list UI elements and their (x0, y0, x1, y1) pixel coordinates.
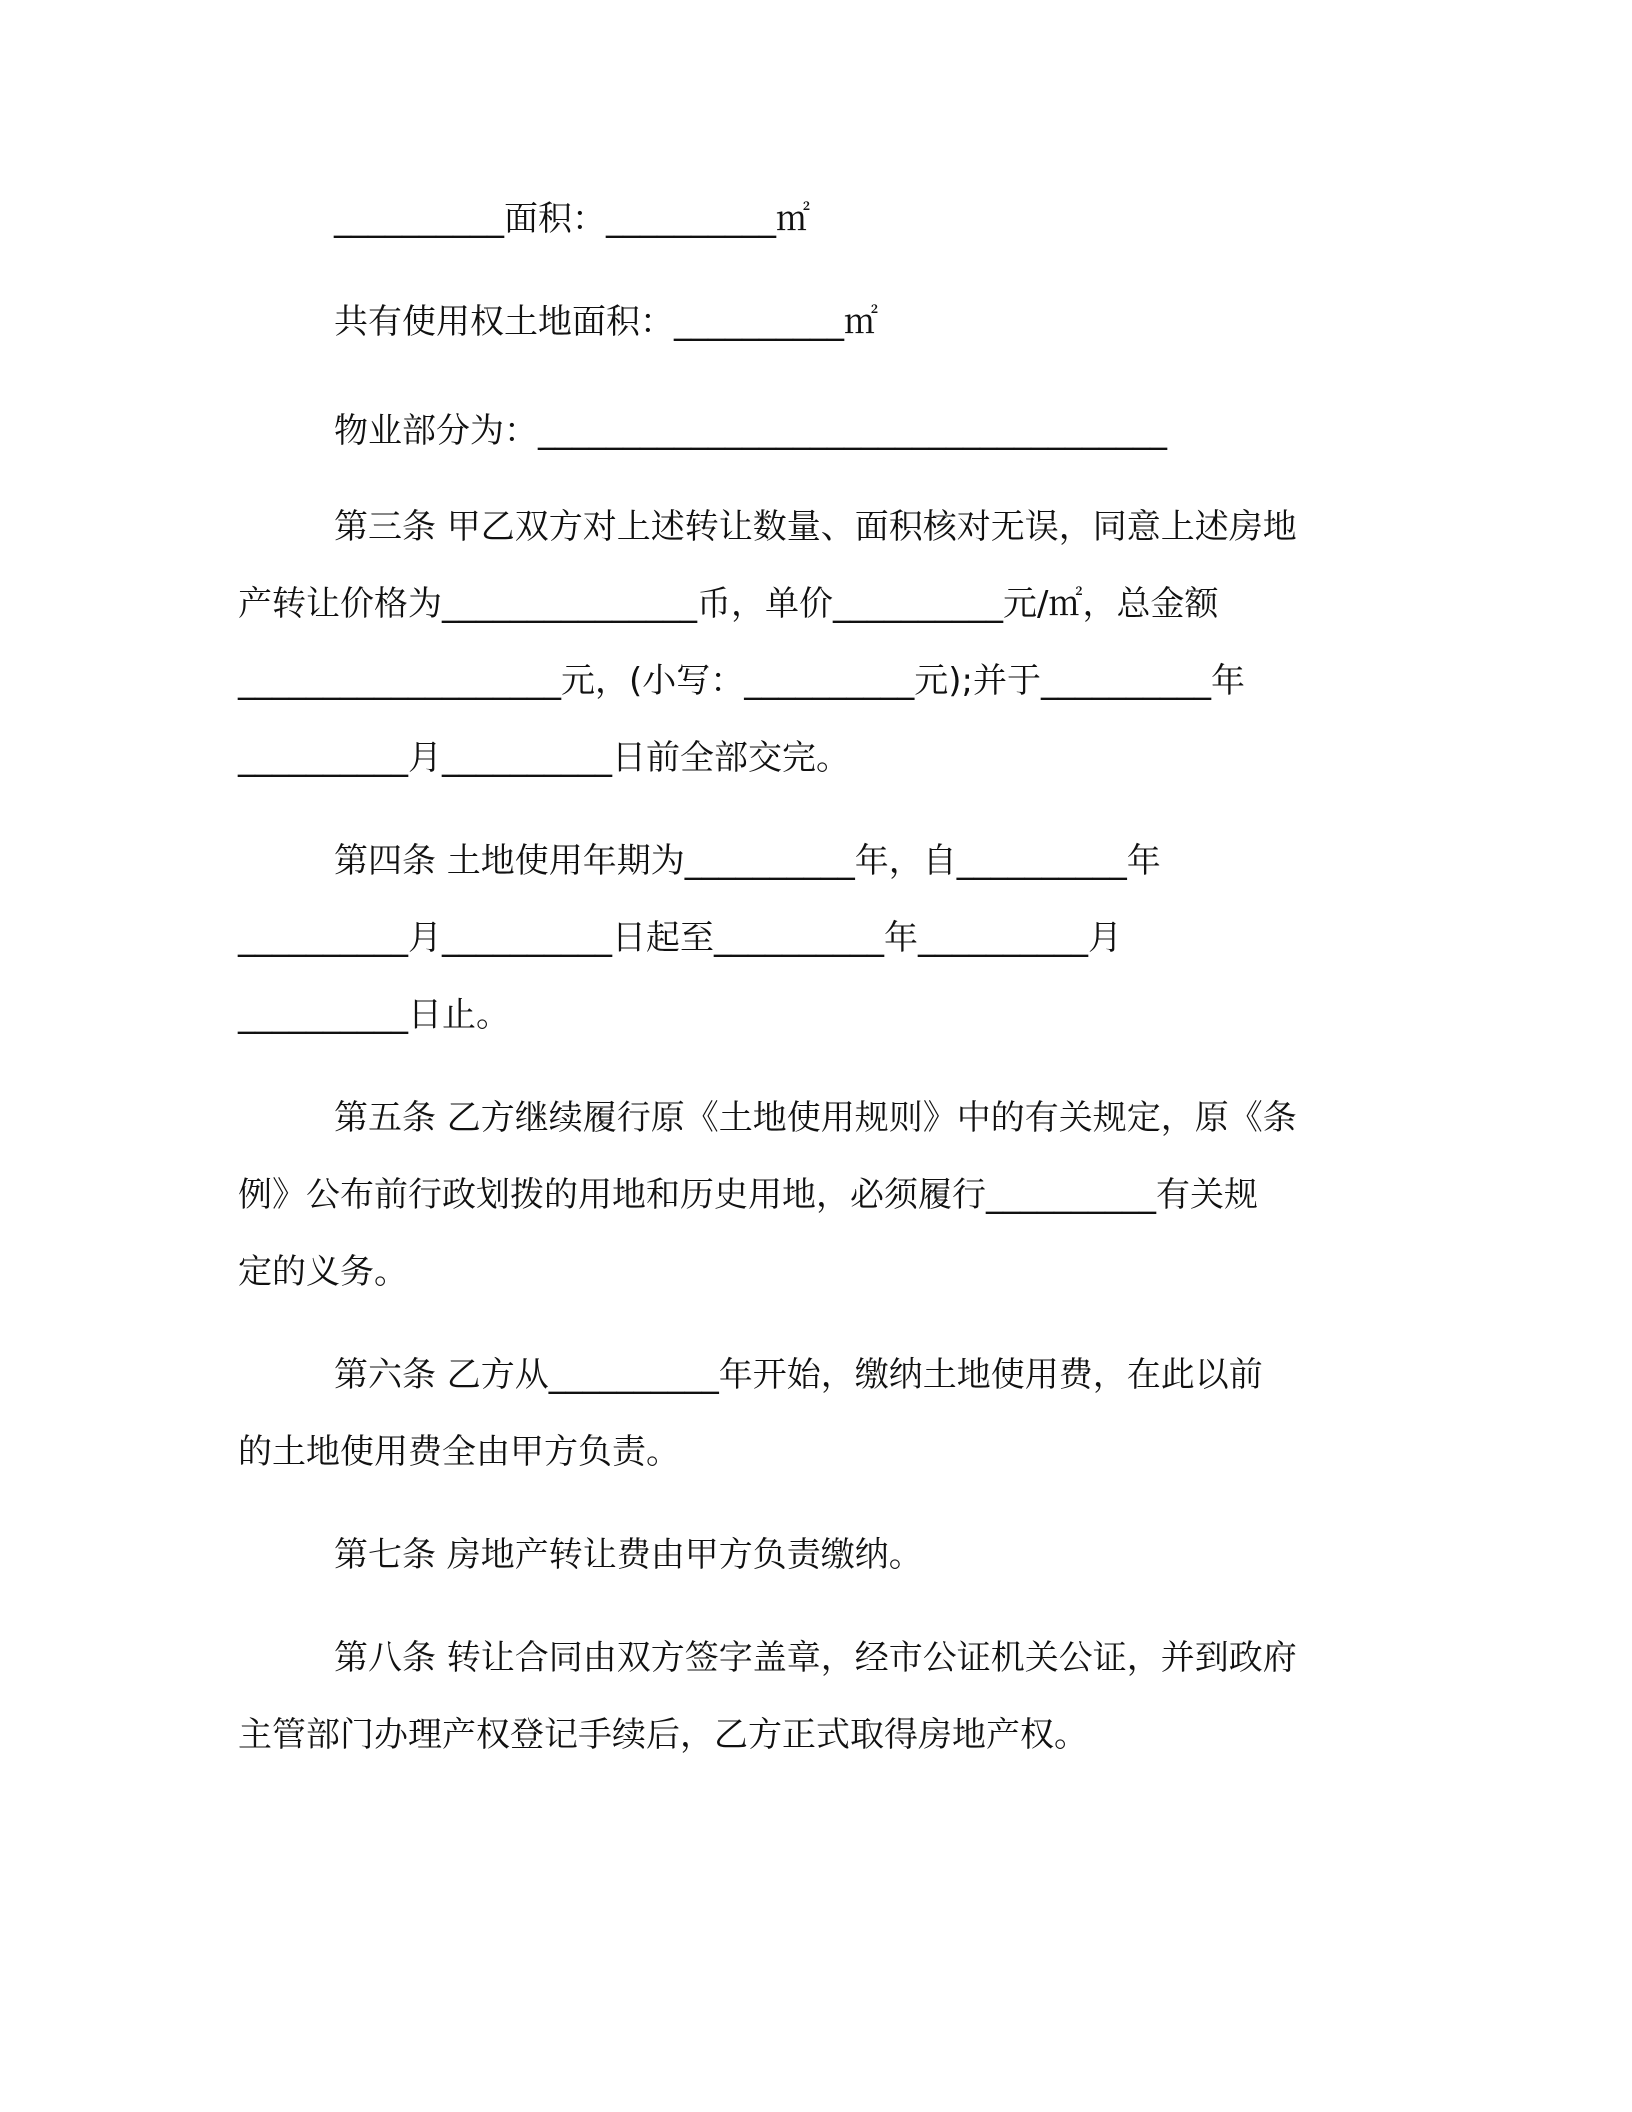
article-7-line-1: 第七条 房地产转让费由甲方负责缴纳。 (334, 1535, 923, 1575)
article-5-line-3: 定的义务。 (238, 1252, 408, 1292)
area-line: __________面积：__________㎡ (334, 199, 810, 239)
article-8-line-1: 第八条 转让合同由双方签字盖章，经市公证机关公证，并到政府 (334, 1638, 1297, 1678)
article-8-line-2: 主管部门办理产权登记手续后，乙方正式取得房地产权。 (238, 1715, 1088, 1755)
article-3-line-3: ___________________元，(小写：__________元);并于__________年 (238, 661, 1245, 701)
article-4-line-2: __________月__________日起至__________年__________月 (238, 918, 1122, 958)
article-5-line-2: 例》公布前行政划拨的用地和历史用地，必须履行__________有关规 (238, 1175, 1258, 1215)
article-3-line-1: 第三条 甲乙双方对上述转让数量、面积核对无误，同意上述房地 (334, 507, 1297, 547)
article-6-line-2: 的土地使用费全由甲方负责。 (238, 1432, 680, 1472)
shared-land-area-line: 共有使用权土地面积：__________㎡ (334, 302, 878, 342)
article-4-line-3: __________日止。 (238, 995, 510, 1035)
article-3-line-2: 产转让价格为_______________币，单价__________元/㎡，总金额 (238, 584, 1219, 624)
article-6-line-1: 第六条 乙方从__________年开始，缴纳土地使用费，在此以前 (334, 1355, 1263, 1395)
article-4-line-1: 第四条 土地使用年期为__________年，自__________年 (334, 841, 1161, 881)
property-portion-line: 物业部分为：_____________________________________ (334, 411, 1167, 451)
article-5-line-1: 第五条 乙方继续履行原《土地使用规则》中的有关规定，原《条 (334, 1098, 1297, 1138)
article-3-line-4: __________月__________日前全部交完。 (238, 738, 850, 778)
